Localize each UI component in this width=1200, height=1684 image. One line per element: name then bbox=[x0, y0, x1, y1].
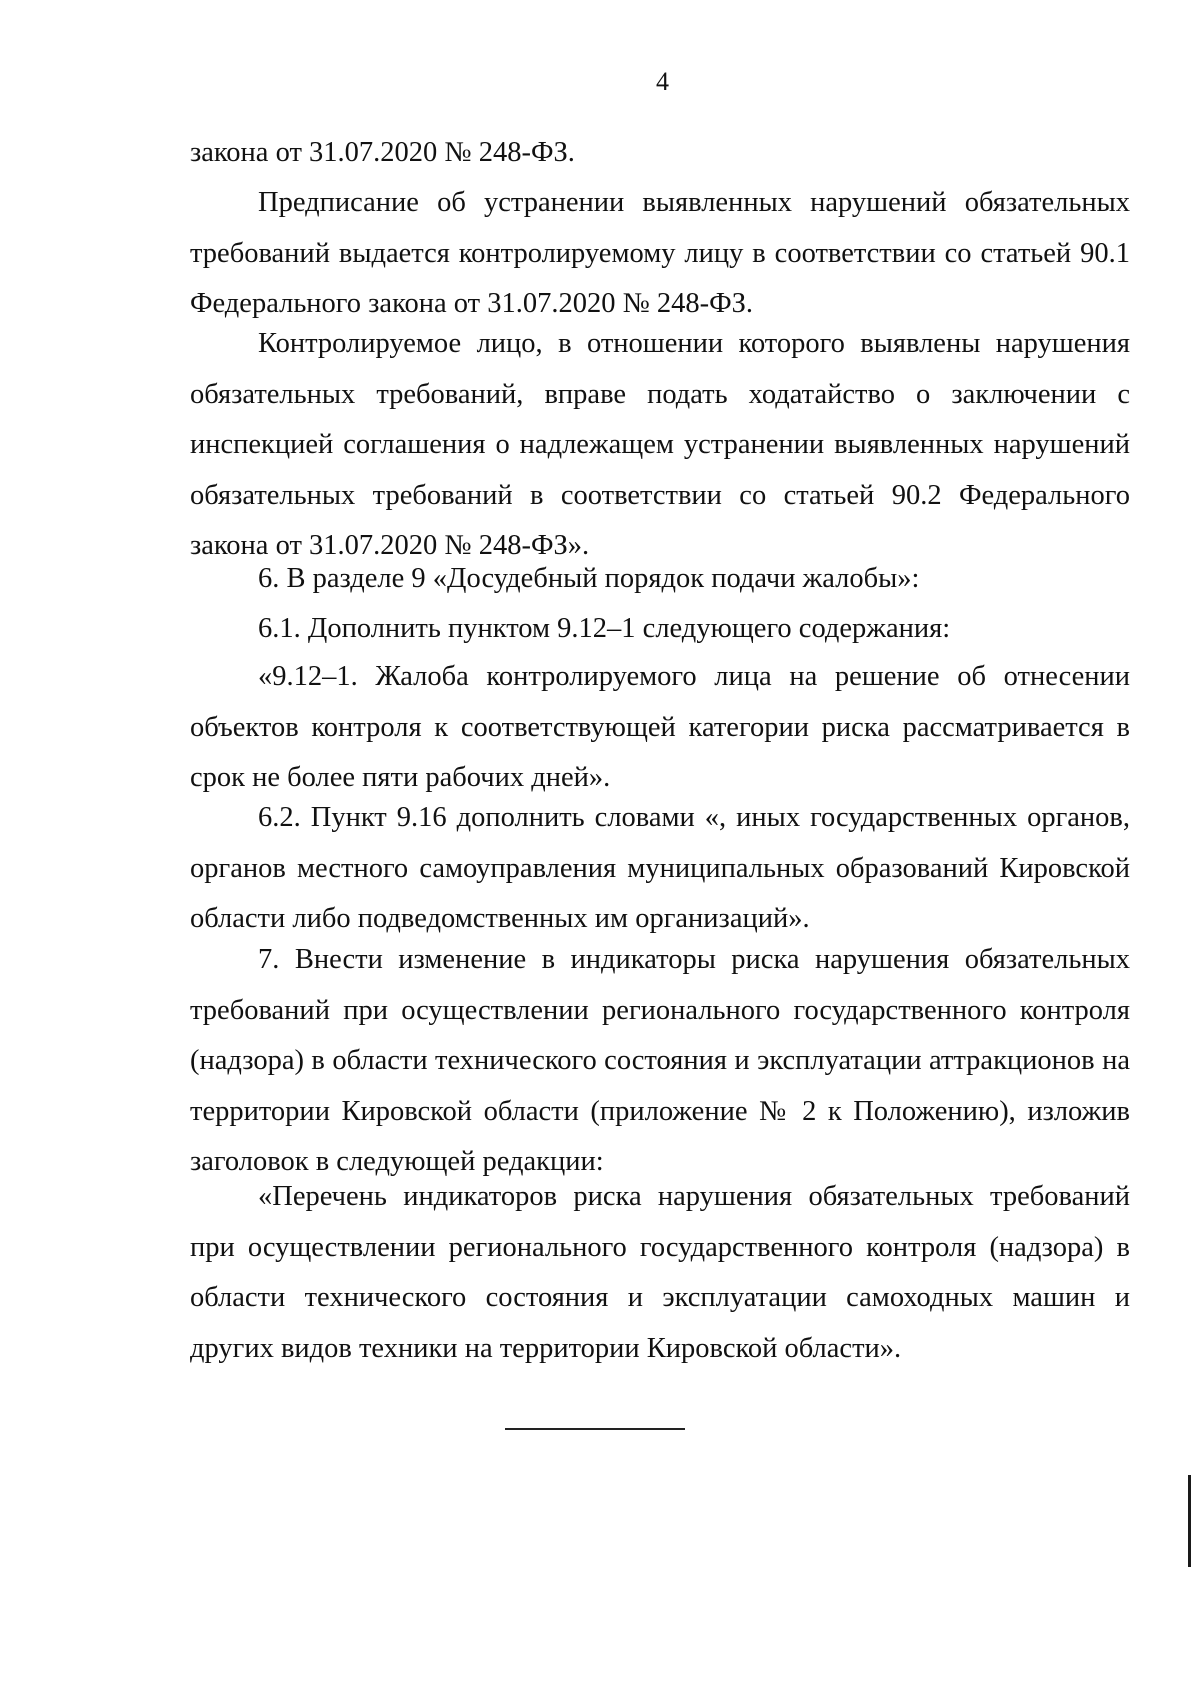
paragraph-indicators-title bbox=[190, 1172, 1130, 1374]
paragraph-item-6-2 bbox=[190, 793, 1130, 945]
end-separator-line bbox=[505, 1428, 685, 1430]
paragraph-text: 6.2. Пункт 9.16 дополнить словами «, иных государственных органов, органов местного самоуправления муниципальных образований Кировской области либо подведомственных им организаций». bbox=[190, 802, 1130, 934]
paragraph-text: «9.12–1. Жалоба контролируемого лица на решение об отнесении объектов контроля к соответствующей категории риска рассматривается в срок не более пяти рабочих дней». bbox=[190, 661, 1130, 793]
paragraph-text: Предписание об устранении выявленных нарушений обязательных требований выдается контролируемому лицу в соответствии со статьей 90.1 Федерального закона от 31.07.2020 № 248-ФЗ. bbox=[190, 187, 1130, 319]
paragraph-text: 6.1. Дополнить пунктом 9.12–1 следующего содержания: bbox=[258, 613, 951, 644]
paragraph-text: 7. Внести изменение в индикаторы риска нарушения обязательных требований при осуществлении регионального государственного контроля (надзора) в области технического состояния и эксплуатации аттракционов на территории Кировской области (приложение № 2 к Положению), изложив заголовок в следующей редакции: bbox=[190, 944, 1130, 1177]
paragraph-item-7 bbox=[190, 935, 1130, 1188]
paragraph-text: 6. В разделе 9 «Досудебный порядок подачи жалобы»: bbox=[258, 563, 920, 594]
paragraph-prescription bbox=[190, 178, 1130, 330]
paragraph-section-6 bbox=[190, 554, 1130, 605]
paragraph-item-6-1 bbox=[190, 604, 1130, 655]
paragraph-law-reference-end bbox=[190, 128, 1130, 179]
scan-edge-mark bbox=[1188, 1475, 1191, 1567]
page-number: 4 bbox=[656, 67, 669, 96]
paragraph-item-9-12-1 bbox=[190, 652, 1130, 804]
paragraph-controlled-person bbox=[190, 319, 1130, 572]
paragraph-text: Контролируемое лицо, в отношении которого выявлены нарушения обязательных требований, вправе подать ходатайство о заключении с инспекцией соглашения о надлежащем устранении выявленных нарушений обязательных требований в соответствии со статьей 90.2 Федерального закона от 31.07.2020 № 248-ФЗ». bbox=[190, 328, 1130, 561]
paragraph-text: «Перечень индикаторов риска нарушения обязательных требований при осуществлении регионального государственного контроля (надзора) в области технического состояния и эксплуатации самоходных машин и других видов техники на территории Кировской области». bbox=[190, 1181, 1130, 1364]
paragraph-text: закона от 31.07.2020 № 248-ФЗ. bbox=[190, 137, 575, 168]
